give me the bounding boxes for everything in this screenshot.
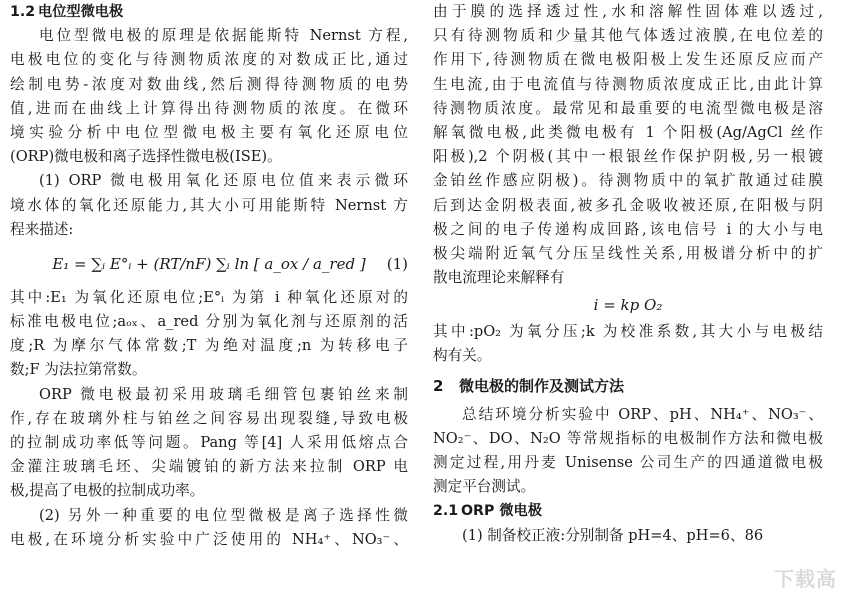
text-line: 待测物质浓度。最常见和最重要的电流型微电极是溶 [433,99,823,117]
text-line: 只有待测物质和少量其他气体透过液膜,在电位差的 [433,27,823,45]
heading-title: 微电极的制作及测试方法 [459,376,625,395]
text-line: NO₂⁻、DO、N₂O 等常规指标的电极制作方法和微电极 [433,429,823,447]
heading-number: 2 [433,376,444,395]
heading-number: 1.2 [10,4,36,20]
text-line: 生电流,由于电流值与待测物质浓度成正比,由此计算 [433,75,823,93]
paragraph-variable-definitions [10,286,408,383]
equation-number: (1) [386,254,408,273]
text-line: 境水体的氧化还原能力,其大小可用能斯特 Nernst 方 [10,196,408,214]
text-line: 程来描述: [10,220,74,238]
text-line: 散电流理论来解释有 [433,269,565,287]
text-line: 总结环境分析实验中 ORP、pH、NH₄⁺、NO₃⁻、 [462,405,823,423]
text-line: 标准电极电位;aₒₓ、a_red 分别为氧化剂与还原剂的活 [10,313,408,331]
text-line: 电位型微电极的原理是依据能斯特 Nernst 方程, [39,27,408,45]
paragraph-ion-selective [10,504,408,552]
subsection-heading-2-1 [433,499,823,523]
equation-current: i = kp O₂ [593,296,663,315]
text-line: 作用下,待测物质在微电极阳极上发生还原反应而产 [433,51,823,69]
left-column [10,0,408,552]
text-line: 值,进而在曲线上计算得出待测物质的浓度。在微环 [10,99,408,117]
text-line: 由于膜的选择透过性,水和溶解性固体难以透过, [433,3,823,20]
paragraph-calibration [433,524,823,548]
equation-nernst [10,242,408,286]
equation-body: E₁ = ∑ᵢ E°ᵢ + (RT/nF) ∑ᵢ ln [ a_ox / a_red ] [52,254,366,273]
text-line: 极,提高了电极的拉制成功率。 [10,482,205,500]
text-line: 其中:E₁ 为氧化还原电位;E°ᵢ 为第 i 种氧化还原对的 [10,288,408,306]
text-line: 数;F 为法拉第常数。 [10,361,147,379]
paragraph-current-definitions [433,320,823,368]
text-line: 阳极),2 个阴极(其中一根银丝作保护阴极,另一根镀 [433,148,823,166]
text-line: 后到达金阴极表面,被多孔金吸收被还原,在阳极与阴 [433,196,823,214]
text-line: 测定过程,用丹麦 Unisense 公司生产的四通道微电极 [433,454,823,471]
heading-title: 电位型微电极 [38,4,124,20]
text-line: (1) ORP 微电极用氧化还原电位值来表示微环 [39,172,408,190]
text-line: (ORP)微电极和离子选择性微电极(ISE)。 [10,148,282,166]
text-line: 电极,在环境分析实验中广泛使用的 NH₄⁺、NO₃⁻、 [10,530,408,548]
text-line: (2) 另外一种重要的电位型微极是离子选择性微 [39,506,408,524]
heading-number: 2.1 [433,503,459,520]
text-line: 度;R 为摩尔气体常数;T 为绝对温度;n 为转移电子 [10,337,408,355]
text-line: (1) 制备校正液:分别制备 pH=4、pH=6、86 [462,526,764,544]
subsection-heading-1-2 [10,0,408,24]
paragraph-orp-intro [10,169,408,242]
text-line: 极尖端附近氧气分压呈线性关系,用极谱分析中的扩 [433,244,823,262]
paragraph-methods-summary [433,403,823,500]
paragraph-orp-fabrication [10,383,408,504]
text-line: 解氧微电极,此类微电极有 1 个阳极(Ag/AgCl 丝作 [433,123,823,141]
paragraph-current-electrode [433,0,823,290]
text-line: ORP 微电极最初采用玻璃毛细管包裹铂丝来制 [39,385,408,403]
section-heading-2 [433,369,823,403]
text-line: 极之间的电子传递构成回路,该电信号 i 的大小与电 [433,220,823,238]
text-line: 测定平台测试。 [433,478,536,496]
text-line: 金灌注玻璃毛坯、尖端镀铂的新方法来拉制 ORP 电 [10,458,408,476]
right-column [433,0,823,548]
text-line: 作,存在玻璃外柱与铂丝之间容易出现裂缝,导致电极 [10,409,408,427]
site-watermark: 下载高 [774,567,837,591]
text-line: 其中:pO₂ 为氧分压;k 为校准系数,其大小与电极结 [433,323,823,341]
text-line: 绘制电势-浓度对数曲线,然后测得待测物质的电势 [10,75,408,93]
text-line: 金铂丝作感应阴极)。待测物质中的氧扩散通过硅膜 [433,172,823,190]
text-line: 境实验分析中电位型微电极主要有氧化还原电位 [10,123,408,141]
heading-title: ORP 微电极 [461,503,542,520]
paragraph-potential-electrode [10,24,408,169]
text-line: 构有关。 [433,347,492,365]
text-line: 电极电位的变化与待测物质浓度的对数成正比,通过 [10,51,408,69]
text-line: 的拉制成功率低等问题。Pang 等[4] 人采用低熔点合 [10,434,408,451]
